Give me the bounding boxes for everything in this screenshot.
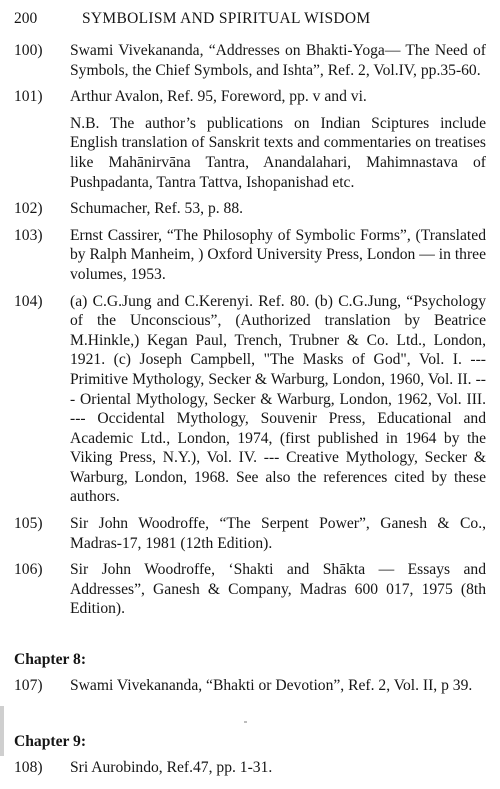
note-number: 108) xyxy=(14,758,43,776)
note-104 xyxy=(14,292,486,508)
note-text xyxy=(70,41,486,80)
note-paragraph: Sir John Woodroffe, “The Serpent Power”, Ganesh & Co., Madras-17, 1981 (12th Edition). xyxy=(70,515,486,552)
chapter-9-heading: Chapter 9: xyxy=(14,733,87,751)
scan-edge-shadow xyxy=(0,706,4,756)
note-text xyxy=(70,226,486,285)
note-paragraph: Schumacher, Ref. 53, p. 88. xyxy=(70,200,244,218)
note-number: 106) xyxy=(14,561,43,579)
note-text xyxy=(70,514,486,553)
note-paragraph: Arthur Avalon, Ref. 95, Foreword, pp. v and vi. xyxy=(70,88,367,106)
note-106 xyxy=(14,560,486,619)
note-text xyxy=(70,292,486,508)
note-103 xyxy=(14,226,486,285)
note-text xyxy=(70,87,486,192)
notes-list xyxy=(14,41,486,777)
running-head: SYMBOLISM AND SPIRITUAL WISDOM xyxy=(82,10,371,27)
note-paragraph: Ernst Cassirer, “The Philosophy of Symbolic Forms”, (Translated by Ralph Manheim, ) Oxford University Press, London — in three volumes, 1953. xyxy=(70,226,486,283)
note-paragraph: N.B. The author’s publications on Indian Sciptures include English translation of Sanskrit texts and commentaries on treatises like Mahānirvāna Tantra, Anandalahari, Mahimnastava of Pushpadanta, Tantra Tattva, Ishopanishad etc. xyxy=(70,114,486,191)
note-text xyxy=(70,199,486,219)
note-102 xyxy=(14,199,486,219)
note-paragraph: (a) C.G.Jung and C.Kerenyi. Ref. 80. (b) C.G.Jung, “Psychology of the Unconscious”, (Authorized translation by Beatrice M.Hinkle,) Kegan Paul, Trench, Trubner & Co. Ltd., London, 1921. (c) Joseph Campbell, "The Masks of God", Vol. I. --- Primitive Mythology, Secker & Warburg, London, 1960, Vol. II. --- Oriental Mythology, Secker & Warburg, London, 1962, Vol. III. --- Occidental Mythology, Souvenir Press, Educational and Academic Ltd., London, 1974, (first published in 1964 by the Viking Press, N.Y.), Vol. IV. --- Creative Mythology, Secker & Warburg, London, 1968. See also the references cited by these authors. xyxy=(70,292,486,506)
note-108 xyxy=(14,758,486,778)
note-number: 103) xyxy=(14,226,43,244)
note-number: 101) xyxy=(14,88,43,106)
note-number: 100) xyxy=(14,42,43,59)
note-text xyxy=(70,560,486,619)
page-header xyxy=(14,10,486,34)
note-105 xyxy=(14,514,486,553)
note-number: 107) xyxy=(14,676,43,694)
note-107 xyxy=(14,676,486,696)
note-number: 105) xyxy=(14,515,43,533)
scan-speck xyxy=(244,721,247,723)
note-text xyxy=(70,758,486,778)
note-paragraph: Swami Vivekananda, “Addresses on Bhakti-Yoga— The Need of Symbols, the Chief Symbols, and Ishta”, Ref. 2, Vol.IV, pp.35-60. xyxy=(70,42,486,79)
note-100 xyxy=(14,41,486,80)
note-number: 102) xyxy=(14,200,43,218)
note-paragraph: Sri Aurobindo, Ref.47, pp. 1-31. xyxy=(70,758,273,776)
chapter-8-heading: Chapter 8: xyxy=(14,651,87,669)
note-101 xyxy=(14,87,486,192)
page-number: 200 xyxy=(14,10,38,27)
note-paragraph: Sir John Woodroffe, ‘Shakti and Shākta — Essays and Addresses”, Ganesh & Company, Madras 600 017, 1975 (8th Edition). xyxy=(70,561,486,618)
note-number: 104) xyxy=(14,292,43,310)
note-paragraph: Swami Vivekananda, “Bhakti or Devotion”, Ref. 2, Vol. II, p 39. xyxy=(70,676,473,694)
note-text xyxy=(70,676,486,696)
